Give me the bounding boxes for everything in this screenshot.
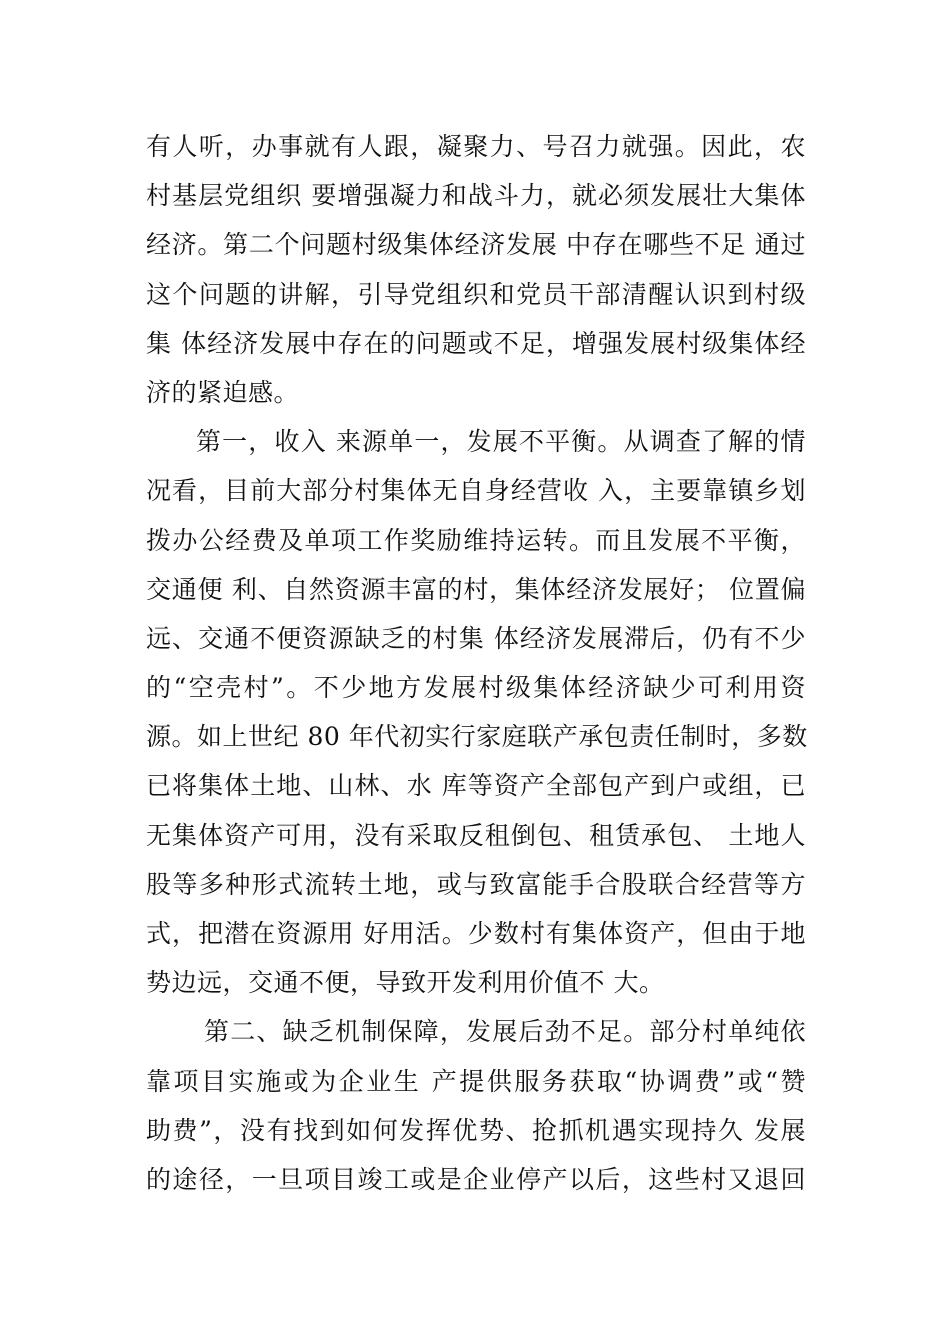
text-line: 股等多种形式流转土地，或与致富能手合股联合经营等方 [146, 869, 806, 899]
text-line: 远、交通不便资源缺乏的村集 体经济发展滞后，仍有不少 [146, 623, 806, 653]
text-line: 助费”，没有找到如何发挥优势、抢抓机遇实现持久 发展 [146, 1115, 806, 1145]
text-line: 势边远，交通不便，导致开发利用价值不 大。 [146, 968, 665, 998]
text-line: 济的紧迫感。 [146, 377, 300, 407]
text-line: 式，把潜在资源用 好用活。少数村有集体资产，但由于地 [146, 919, 806, 948]
text-line: 的“空壳村”。不少地方发展村级集体经济缺少可利用资 [146, 673, 806, 703]
text-line: 况看，目前大部分村集体无自身经营收 入，主要靠镇乡划 [146, 476, 806, 506]
text-line: 无集体资产可用，没有采取反租倒包、租赁承包、 土地人 [146, 820, 806, 850]
text-line: 拨办公经费及单项工作奖励维持运转。而且发展不平衡， [146, 525, 806, 555]
text-line: 靠项目实施或为企业生 产提供服务获取“协调费”或“赞 [146, 1066, 806, 1096]
text-line: 的途径，一旦项目竣工或是企业停产以后，这些村又退回 [146, 1164, 806, 1194]
text-line: 已将集体土地、山林、水 库等资产全部包产到户或组，已 [146, 771, 806, 801]
text-line: 交通便 利、自然资源丰富的村，集体经济发展好； 位置偏 [146, 574, 806, 604]
body-text [146, 122, 806, 1204]
text-line: 经济。第二个问题村级集体经济发展 中存在哪些不足 通过 [146, 230, 806, 260]
text-line: 有人听，办事就有人跟，凝聚力、号召力就强。因此，农 [146, 132, 806, 161]
text-line: 村基层党组织 要增强凝力和战斗力，就必须发展壮大集体 [146, 181, 806, 211]
text-line: 这个问题的讲解，引导党组织和党员干部清醒认识到村级 [146, 279, 806, 309]
paragraph-first-line: 第二、缺乏机制保障，发展后劲不足。部分村单纯依 [204, 1017, 806, 1047]
paragraph-first-line: 第一，收入 来源单一，发展不平衡。从调查了解的情 [196, 427, 806, 457]
text-line: 源。如上世纪 80 年代初实行家庭联产承包责任制时，多数 [146, 722, 808, 752]
text-line: 集 体经济发展中存在的问题或不足，增强发展村级集体经 [146, 328, 806, 358]
